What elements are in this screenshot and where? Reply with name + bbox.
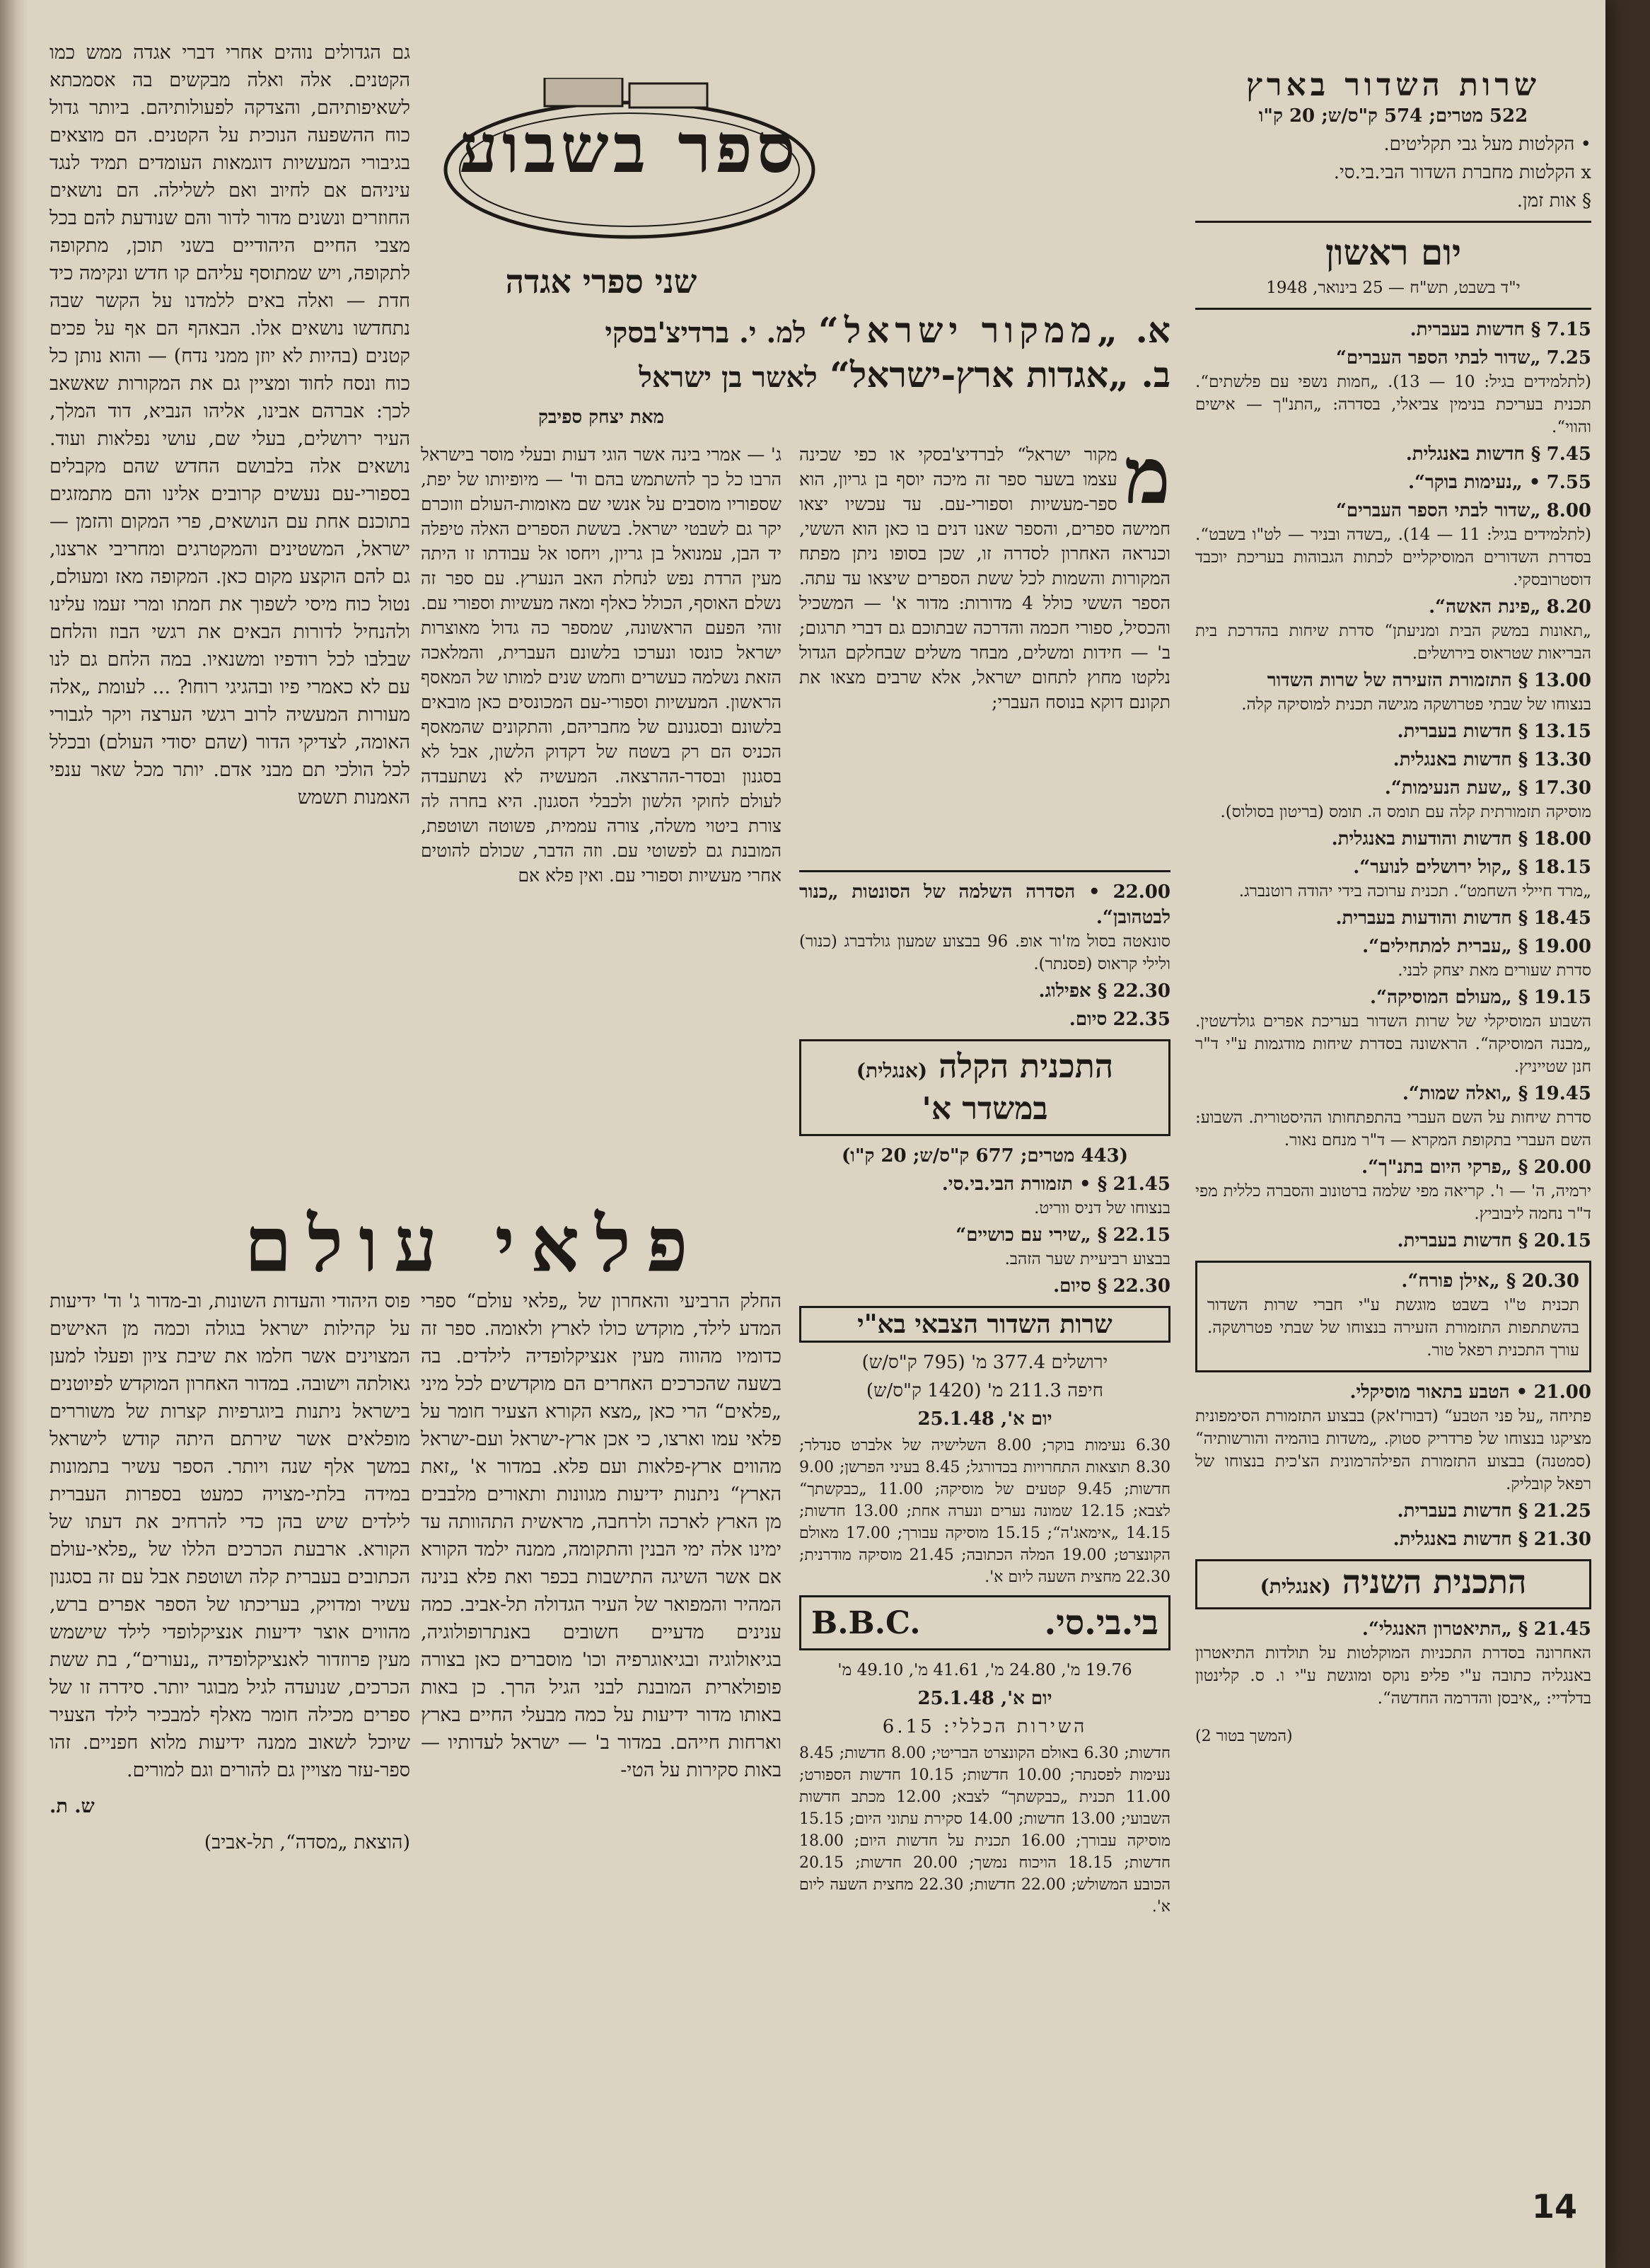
- army-date: יום א', 25.1.48: [917, 1408, 1052, 1430]
- schedule-time: 17.30: [1533, 777, 1591, 799]
- schedule-title: • הטבע בתאור מוסיקלי.: [1349, 1382, 1528, 1403]
- schedule-desc: ירמיה, ה' — ו'. קריאה מפי שלמה ברטונוב והסברה כללית מפי ד"ר נחמה ליבוביץ.: [1195, 1182, 1591, 1223]
- station-line: 522 מטרים; 574 ק"ס/ש; 20 ק"ו: [1258, 105, 1528, 127]
- schedule-title: § חדשות בעברית.: [1397, 1230, 1528, 1251]
- schedule-title: § „קול ירושלים לנוער“.: [1353, 857, 1528, 878]
- schedule-time: 19.15: [1533, 987, 1591, 1008]
- schedule-time: 8.20: [1546, 596, 1591, 618]
- boxed-item-title: § „אילן פורח“.: [1401, 1271, 1516, 1292]
- schedule-title: „שדור לבתי הספר העברים“: [1335, 347, 1541, 369]
- masthead: [438, 78, 820, 255]
- schedule-title: § „התיאטרון האנגלי“.: [1361, 1619, 1528, 1640]
- review-right-text: [799, 442, 1170, 714]
- palei-olam-column-left: [50, 1288, 410, 2207]
- schedule-title: § סיום.: [1053, 1275, 1108, 1297]
- schedule-title: § חדשות בעברית.: [1397, 721, 1528, 742]
- schedule-title: § „עברית למתחילים“.: [1362, 936, 1528, 957]
- palei-olam-right-text: החלק הרביעי והאחרון של „פלאי עולם“ ספרי המדע לילד, מוקדש כולו לארץ ולאומה. ספר זה כדומיו מהווה מעין אנציקלופדיה לילדים. בה בשעה שהכרכים האחרים הם מוקדשים לכל מיני „פלאים“ הרי כאן „מצא הקורא הצעיר חומר על פלאי עמו וארצו, כי אכן ארץ-ישראל ועם-ישראל מהווים ארץ-פלאות ועם פלא. במדור א' „זאת הארץ“ ניתנות ידיעות מגוונות ותאורים מלבבים מן הארץ לארכה ולרחבה, מראשית התהוותה עד ימינו אלה ימי הבנין והתקומה, ממנה ילמד הקורא אם אשר השיגה התישבות בכפר ואת פלא בנינה המהיר והמפואר של העיר הגדולה תל-אביב. כמה ענינים מדעיים חשובים באנתרופולוגיה, בגיאולוגיה ובגיאוגרפיה וכו' מוסברים כאן בצורה פופולארית המובנת לבני הגיל הרך. כן באות באותו מדור ידיעות על כמה מבעלי החיים בארץ וארחות חייהם. במדור ב' — ישראל לעדותיו — באות סקירות על הטי-: [421, 1290, 782, 1781]
- masthead-title: ספר בשבוע: [459, 108, 800, 188]
- schedule-title: סיום.: [1069, 1009, 1108, 1030]
- schedule-item: [1195, 1228, 1591, 1254]
- bbc-box: [799, 1595, 1170, 1650]
- book-a-author: למ. י. ברדיצ'בסקי: [605, 316, 806, 349]
- schedule-title: • „נעימות בוקר“.: [1407, 472, 1541, 493]
- light-program-note: (אנגלית): [856, 1059, 928, 1082]
- far-left-column: [50, 39, 410, 1171]
- schedule-item: [1195, 1527, 1591, 1552]
- schedule-time: 22.30: [1112, 1275, 1170, 1297]
- book-b-label: ב.: [1141, 354, 1170, 395]
- schedule-item: [1195, 1155, 1591, 1225]
- schedule-time: 7.25: [1546, 347, 1591, 369]
- schedule-item: [799, 1273, 1170, 1299]
- schedule-desc: סדרת שיחות על השם העברי בהתפתחותו ההיסטורית. השבוע: השם העברי בתקופת המקרא — ד"ר מנחם נאור.: [1195, 1109, 1591, 1150]
- schedule-time: 7.45: [1546, 444, 1591, 465]
- far-left-text: גם הגדולים נוהים אחרי דברי אגדה ממש כמו הקטנים. אלה ואלה מבקשים בה אסמכתא לשאיפותיהם, והצדקה לפעולותיהם. ביותר גדול כוח ההשפעה הנוכית על הקטנים. הם מוצאים בגיבורי המעשיות דוגמאות העומדים תמיד לנגד עיניהם אם לחיוב ואם לשלילה. הם נושאים החוזרים ונשנים מדור לדור והם שנודעת להם בכל מצבי החיים היהודיים בשני תוכן, מתקופה לתקופה, ויש שמתוסף עליהם קו חדש ונקימה כיד חדת — ואלה באים ללמדנו על הקשר שבה נתחדשו נושאים אלו. הבאהף הם אף על פכים קטנים (בהיות לא יוזן ממני נדח) — והוא נותן כל כוח ונסח לחוד ומציין גם את המקורות שאשאב לכך: אברהם אבינו, אליהו הנביא, דוד המלך, העיר ירושלים, בעלי שם, עושי נפלאות ועוד. נושאים אלה בלבושם החדש שהם מקבלים בספורי-עם נעשים קרובים אלינו והם מתמזגים בתוכנם אחת עם הנושאים, פרי המקום והזמן — ישראל, המשטינים והמקטרגים ומחריבי ארצנו, גם להם הוקצע מקום כאן. המקופה מאז ומעולם, נטול כוח מיסי לשפוך את חמתו ומרי זעמו עלינו ולהנחיל לדורות הבאים את רגשי הבוז והלחם שבלבו לכל רודפיו ומשנאיו. במה הלחם גם לנו עם לא כאמרי פיו ובהגיגי רוחו? ... לעומת „אלה מעורות המעשיה לרוב רגשי הערצה ויקר לגבורי האומה, לצדיקי הדור (שהם יסודי העולם) ובכלל לכל הולכי תם מבני אדם. יותר מכל שאר ענפי האמנות תשמש: [50, 42, 410, 809]
- schedule-item: [799, 978, 1170, 1004]
- book-a-label: א.: [1135, 309, 1170, 351]
- light-program-line: (443 מטרים; 677 ק"ס/ש; 20 ק"ו): [841, 1145, 1129, 1167]
- schedule-title: § חדשות באנגלית.: [1393, 1529, 1528, 1550]
- schedule-item: [799, 879, 1170, 976]
- second-program-box: [1195, 1559, 1591, 1609]
- schedule-desc: פתיחה „על פני הטבע“ (דבורז'אק) בבצוע התזמורת הסימפונית מציקגו בנצוחו של פרדריק סטוק. „משדות בוהמיה והורשותיה“ (סמטנה) בבצוע התזמורת הפילהרמונית הצ'כית בנצוחו של רפאל קובליק.: [1195, 1407, 1591, 1493]
- divider: [1195, 221, 1591, 223]
- schedule-time: 18.45: [1533, 908, 1591, 929]
- schedule-time: 13.00: [1533, 670, 1591, 691]
- light-items: [799, 1171, 1170, 1299]
- schedule-desc: השבוע המוסיקלי של שרות השדור בעריכת אפרים גולדשטין. „מבנה המוסיקה“. הראשונה בסדרת שיחות מודגמות ע"י ד"ר חנן שטייניץ.: [1195, 1012, 1591, 1076]
- book-b-line: [421, 352, 1170, 400]
- army-line-2: חיפה 211.3 מ' (1420 ק"ס/ש): [866, 1380, 1104, 1401]
- legend-2: x הקלטות מחברת השדור הבי.בי.סי.: [1333, 162, 1591, 183]
- boxed-item-time: 20.30: [1521, 1271, 1579, 1292]
- second-program-title: התכנית השניה: [1342, 1563, 1527, 1601]
- light-program-title: התכנית הקלה (אנגלית): [856, 1047, 1114, 1085]
- right-items-2: [1195, 1379, 1591, 1552]
- date-line: י"ד בשבט, תש"ח — 25 בינואר, 1948: [1266, 279, 1521, 297]
- schedule-item: [1195, 441, 1591, 467]
- schedule-title: § „ואלה שמות“.: [1402, 1083, 1528, 1104]
- army-station-title: שרות השדור הצבאי בא"י: [857, 1309, 1112, 1339]
- schedule-item: [1195, 1081, 1591, 1152]
- schedule-time: 22.15: [1112, 1225, 1170, 1246]
- army-station-box: [799, 1306, 1170, 1343]
- schedule-title: § „שעת הנעימות“.: [1384, 777, 1528, 799]
- publisher-note: (הוצאת „מסדה“, תל-אביב): [204, 1832, 410, 1853]
- schedule-time: 22.00: [1112, 881, 1170, 903]
- palei-olam-heading: פלאי עולם: [244, 1200, 704, 1290]
- schedule-time: 7.15: [1546, 319, 1591, 340]
- review-column-right: [799, 442, 1170, 867]
- schedule-item: [1195, 934, 1591, 982]
- book-b-title: „אגדות ארץ-ישראל“: [830, 354, 1129, 395]
- schedule-time: 8.00: [1546, 500, 1591, 521]
- schedule-time: 21.45: [1533, 1619, 1591, 1640]
- schedule-desc: סונאטה בסול מז'ור אופ. 96 בבצוע שמעון גולדברג (כנור) ולילי קראוס (פסנתר).: [799, 932, 1170, 973]
- light-program-subtitle: במשדר א': [922, 1091, 1048, 1127]
- book-a-title: „ממקור ישראל“: [818, 309, 1124, 351]
- schedule-item: [1195, 668, 1591, 716]
- schedule-time: 20.00: [1533, 1157, 1591, 1178]
- schedule-item: [1195, 1498, 1591, 1524]
- schedule-title: § אפילוג.: [1038, 980, 1108, 1002]
- army-line-1: ירושלים 377.4 מ' (795 ק"ס/ש): [861, 1352, 1108, 1373]
- schedule-desc: בבצוע רביעיית שער הזהב.: [1004, 1250, 1170, 1268]
- schedule-time: 19.00: [1533, 936, 1591, 957]
- bbc-line: 19.76 מ', 24.80 מ', 41.61 מ', 49.10 מ': [837, 1661, 1132, 1679]
- palei-olam-column-right: [421, 1288, 782, 2207]
- review-right-body: מקור ישראל“ לברדיצ'בסקי או כפי שכינה עצמו בשער ספר זה מיכה יוסף בן גריון, הוא ספר-מעשיות וספורי-עם. עד עכשיו יצאו חמישה ספרים, והספר שאנו דנים בו כאן הוא הששי, וכנראה האחרון לסדרה זו, שכן בסופו ניתן מפתח המקורות והשמות לכל ששת הספרים שיצאו עד עתה. הספר הששי כולל 4 מדורות: מדור א' — המשכיל והכסיל, ספורי חכמה והדרכה שבתוכם גם דברי תרגום; ב' — חידות ומשלים, מבחר משלים שבחלקם הגדול נלקטו מחוץ לתחום ישראל, אלא שרבים מצאו את תקונם דוקא בנוסח העברי;: [799, 444, 1170, 712]
- book-a-line: [421, 308, 1170, 356]
- schedule-item: [1195, 317, 1591, 342]
- schedule-title: • הסדרה השלמה של הסונטות „כנור לבטהובן“.: [799, 881, 1170, 928]
- schedule-title: § חדשות והודעות באנגלית.: [1331, 828, 1528, 850]
- schedule-title: § „שירי עם כושיים“: [955, 1225, 1108, 1246]
- boxed-item: [1195, 1261, 1591, 1372]
- page-number: 14: [1531, 2187, 1577, 2226]
- light-program-box: [799, 1039, 1170, 1136]
- schedule-time: 21.30: [1533, 1529, 1591, 1550]
- schedule-item: [1195, 470, 1591, 495]
- schedule-title: § חדשות באנגלית.: [1393, 749, 1528, 770]
- schedule-time: 21.25: [1533, 1500, 1591, 1522]
- station-title: שרות השדור בארץ: [1246, 67, 1540, 103]
- schedule-desc: בנצוחו של שבתי פטרושקה מגישה תכנית למוסיקה קלה.: [1241, 695, 1591, 714]
- schedule-item: [1195, 498, 1591, 591]
- schedule-title: § חדשות באנגלית.: [1405, 444, 1541, 465]
- schedule-item: [799, 1171, 1170, 1220]
- schedule-item: [1195, 594, 1591, 665]
- schedule-time: 13.30: [1533, 749, 1591, 770]
- schedule-desc: (לתלמידים בגיל: 11 — 14). „בשדה ובניר — לט"ו בשבט“. בסדרת השדורים המוסיקליים לכתות הגבוהות בעריכת יוכבד דוסטרובסקי.: [1195, 526, 1591, 589]
- book-b-author: לאשר בן ישראל: [639, 361, 818, 394]
- bbc-schedule: חדשות; 6.30 באולם הקונצרט הבריטי; 8.00 חדשות; 8.45 נעימות לפסנתר; 10.00 חדשות; 10.15 חדשות הספורט; 11.00 תכנית „כבקשתך“ לצבא; 12.00 מכתב חדשות השבועי; 13.00 חדשות; 14.00 סקירת עתוני היום; 15.15 מוסיקה עבורך; 16.00 תכנית על חדשות היום; 18.00 חדשות; 18.15 הויכוח נמשך; 20.00 חדשות; 20.15 הכובע המשולש; 22.00 חדשות; 22.30 מחצית השעה ליום א'.: [799, 1745, 1170, 1916]
- page-fold-shadow: [0, 0, 28, 2268]
- schedule-time: 22.30: [1112, 980, 1170, 1002]
- schedule-item: [1195, 719, 1591, 744]
- divider: [799, 870, 1170, 872]
- legend-3: § אות זמן.: [1516, 190, 1591, 212]
- review-byline: מאת יצחק ספיבק: [538, 407, 664, 428]
- schedule-item: [1195, 855, 1591, 903]
- schedule-title: § התזמורת הזעירה של שרות השדור: [1267, 670, 1528, 691]
- schedule-item: [1195, 985, 1591, 1078]
- schedule-item: [1195, 345, 1591, 439]
- schedule-item: [1195, 747, 1591, 773]
- schedule-time: 18.00: [1533, 828, 1591, 850]
- schedule-item: [799, 1007, 1170, 1032]
- middle-items: [799, 879, 1170, 1032]
- schedule-time: 21.45: [1112, 1174, 1170, 1195]
- army-schedule: 6.30 נעימות בוקר; 8.00 השלישיה של אלברט סנדלר; 8.30 תוצאות התחרויות בכדורגל; 8.45 בעיני הפרשן; 9.00 חדשות; 9.45 קטעים של מוסיקה; 11.00 „כבקשתך“ לצבא; 12.15 שמונה נערים ונערה אחת; 13.00 חדשות; 14.15 „אימאג'ה“; 15.15 מוסיקה עבורך; 17.00 מאולם הקונצרט; 19.00 המלה הכתובה; 21.45 מוסיקה מודרנית; 22.30 מחצית השעה ליום א'.: [799, 1437, 1170, 1586]
- schedule-item: [1195, 826, 1591, 852]
- second-program-note: (אנגלית): [1260, 1575, 1331, 1598]
- schedule-time: 22.35: [1112, 1009, 1170, 1030]
- schedule-time: 21.00: [1533, 1382, 1591, 1403]
- schedule-title: „פינת האשה“.: [1429, 596, 1541, 618]
- right-items: [1195, 317, 1591, 1254]
- palei-olam-left-text: פוס היהודי והעדות השונות, וב-מדור ג' וד' ידיעות על קהילות ישראל בגולה וכמה מן האישים המצוינים אשר חלמו את שיבת ציון ופעלו למען גאולתה וישובה. במדור האחרון המוקדש לפיוטנים בישראל ניתנות ביוגרפיות קצרות של משוררים מופלאים אשר שירתם היתה קודש לישראל במשך אלף שנה ויותר. הספר עשיר בתמונות במידה בלתי-מצויה כמעט בספרות העברית לילדים שיש בהן כדי להרחיב את דעתו של הקורא. ארבעת הכרכים הללו של „פלאי-עולם הכתובים בעברית קלה ושוטפת אבל עם זה בסגנון עשיר ומדויק, בעריכתו של הספר אפרים ברש, מהווים אוצר ידיעות אנציקלופדי לילד שישמש מעין פרוזדור לאנציקלופדיה „נעורים“, בת ששת הכרכים, שנועדה לגיל מבוגר יותר. סידרה זו של ספרים מכילה חומר מאלף למבכיר לילד הצעיר שיוכל לשאוב ממנה ידיעות מלוא חפניים. זהו ספר-עזר מצויין גם להורים וגם למורים.: [50, 1290, 410, 1781]
- second-items: [1195, 1616, 1591, 1710]
- review-title: שני ספרי אגדה: [505, 262, 697, 301]
- schedule-desc: „מרד חיילי השחמט“. תכנית ערוכה בידי יהודה רוטנברג.: [1238, 882, 1591, 901]
- schedule-title: § „פרקי היום בתנ"ך“.: [1361, 1157, 1528, 1178]
- schedule-item: [1195, 775, 1591, 823]
- schedule-title: § • תזמורת הבי.בי.סי.: [941, 1174, 1108, 1195]
- radio-middle-column: [799, 863, 1170, 2165]
- divider: [1195, 308, 1591, 310]
- day-title: יום ראשון: [1325, 231, 1462, 273]
- signature: ש. ת.: [50, 1795, 95, 1817]
- schedule-time: 18.15: [1533, 857, 1591, 878]
- review-left-text: ג' — אמרי בינה אשר הוגי דעות ובעלי מוסר בישראל הרבו כל כך להשתמש בהם וד' — מיופיותו של יפת, שספוריו מוסבים על אנשי שם מאומות-העולם וזוכרם יקר גם לשבטי ישראל. בששת הספרים האלה טיפלה יד הבן, עמנואל בן גריון, ויחסו אל עבודתו זו היתה מעין הרדת נפש לנחלת האב הנערץ. עם ספר זה נשלם האוסף, הכולל כאלף ומאה מעשיות וספורי עם. זוהי הפעם הראשונה, שמספר כה גדול מאוצרות ישראל כונסו ונערכו בלשונם העברית, והמלאכה הזאת נשלמה כעשרים וחמש שנים למותו של המאסף הראשון. המעשיות וספורי-עם המכונסים כאן מובאים בלשונם ובסגנונם של מחבריהם, והתקונים שהמאסף הכניס הם רק בשטח של דקדוק הלשון, אבל לא בסגנון ובסדר-ההרצאה. המעשיה לא נשתעבדה לעולם לחוקי הלשון ולכבלי הסגנון. היא בחרה לה צורת ביטוי משלה, צורה עממית, פשוטה ושוטפת, המובנת גם לפשוטי עם. וזה הדבר, שכולם להוטים אחרי מעשיות וספורי עם. ואין פלא אם: [421, 444, 782, 886]
- schedule-title: § חדשות והודעות בעברית.: [1335, 908, 1528, 929]
- schedule-item: [1195, 1616, 1591, 1710]
- boxed-item-desc: תכנית ט"ו בשבט מוגשת ע"י חברי שרות השדור בהשתתפות התזמורת הזעירה בנצוחו של שבתי פטרושקה. עורך התכנית רפאל טור.: [1207, 1296, 1579, 1360]
- schedule-desc: האחרונה בסדרת התכניות המוקלטות על תולדות התיאטרון באנגליה כתובה ע"י פליפ נוקס ומוגשת ע"י ו. ס. קלינטון בדלדיי: „איבסן והדרמה החדשה“.: [1195, 1644, 1591, 1708]
- schedule-time: 7.55: [1546, 472, 1591, 493]
- radio-right-column: [1195, 67, 1591, 2189]
- schedule-title: § „מעולם המוסיקה“.: [1369, 987, 1528, 1008]
- schedule-desc: בנצוחו של דניס ווריט.: [1034, 1199, 1170, 1217]
- schedule-desc: (לתלמידים בגיל: 10 — 13). „חמות נשפי עם פלשתים“. תכנית בעריכת בנימין צביאלי, בסדרה: „התנ"ך — אישים והווי“.: [1195, 373, 1591, 436]
- schedule-time: 19.45: [1533, 1083, 1591, 1104]
- bbc-service: השירות הכללי: 6.15: [882, 1716, 1088, 1737]
- legend-1: • הקלטות מעל גבי תקליטים.: [1383, 134, 1591, 155]
- review-column-left: [421, 442, 782, 1178]
- schedule-desc: סדרת שעורים מאת יצחק לבני.: [1398, 961, 1591, 980]
- bbc-date: יום א', 25.1.48: [917, 1688, 1052, 1709]
- bbc-title-en: B.B.C.: [811, 1604, 921, 1641]
- schedule-item: [1195, 906, 1591, 931]
- schedule-title: § חדשות בעברית.: [1397, 1500, 1528, 1522]
- bbc-title-he: בי.בי.סי.: [1044, 1603, 1158, 1643]
- schedule-desc: „תאונות במשק הבית ומניעתן“ סדרת שיחות בהדרכת בית הבריאות שטראוס בירושלים.: [1195, 622, 1591, 663]
- schedule-title: „שדור לבתי הספר העברים“: [1335, 500, 1541, 521]
- schedule-title: § חדשות בעברית.: [1410, 319, 1541, 340]
- schedule-item: [1195, 1379, 1591, 1495]
- schedule-time: 20.15: [1533, 1230, 1591, 1251]
- schedule-time: 13.15: [1533, 721, 1591, 742]
- schedule-desc: מוסיקה תזמורתית קלה עם תומס ה. תומס (בריטון בסולוס).: [1220, 803, 1591, 821]
- continued-note: (המשך בטור 2): [1195, 1728, 1293, 1745]
- schedule-item: [799, 1222, 1170, 1271]
- dropcap: מ: [1124, 442, 1170, 521]
